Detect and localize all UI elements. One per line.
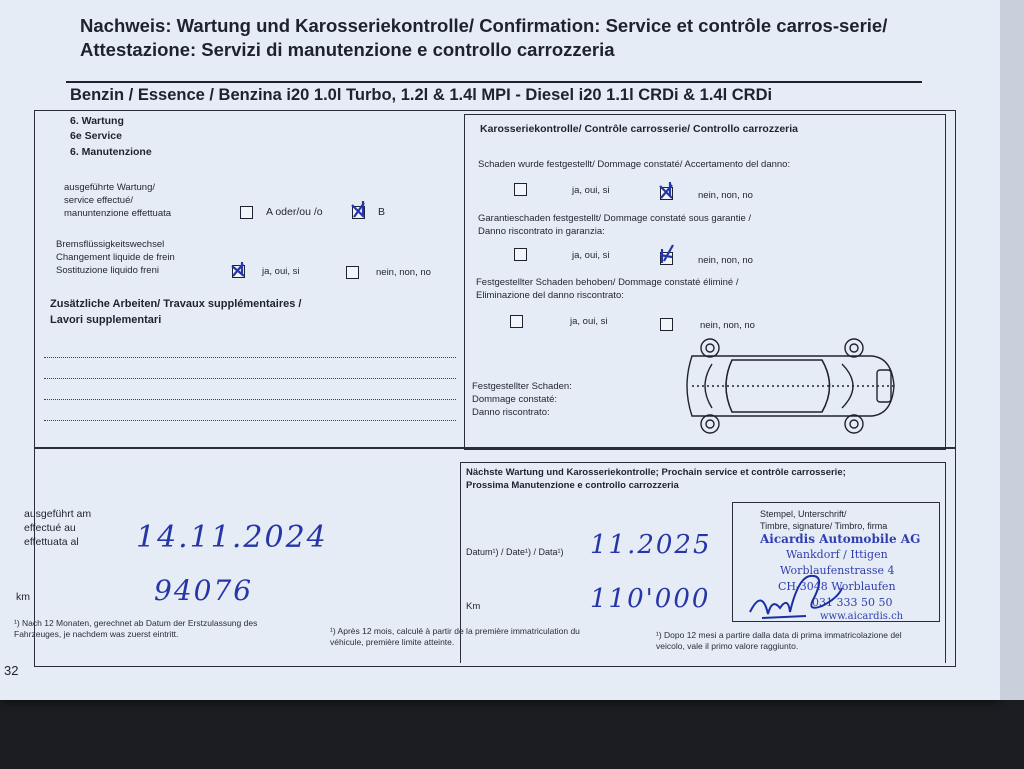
q3-no-label: nein, non, no bbox=[700, 320, 755, 331]
additional-work-line[interactable] bbox=[44, 357, 456, 358]
service-b-label: B bbox=[378, 206, 386, 218]
dealer-stamp-line: CH-3048 Worblaufen bbox=[778, 580, 896, 593]
next-service-heading: Prossima Manutenzione e controllo carrozzeria bbox=[466, 480, 679, 491]
service-heading-de: 6. Wartung bbox=[70, 115, 124, 127]
check-mark-icon bbox=[658, 180, 676, 202]
service-b-checkbox[interactable] bbox=[352, 206, 365, 219]
additional-work-line[interactable] bbox=[44, 420, 456, 421]
q2-yes-checkbox[interactable] bbox=[514, 248, 527, 261]
body-check-q3: Festgestellter Schaden behoben/ Dommage constaté éliminé / bbox=[476, 277, 739, 288]
brake-no-label: nein, non, no bbox=[376, 267, 431, 278]
brake-fluid-label: Changement liquide de frein bbox=[56, 252, 175, 263]
q3-yes-checkbox[interactable] bbox=[510, 315, 523, 328]
dealer-stamp-line: 031 333 50 50 bbox=[812, 596, 893, 609]
next-km-value[interactable]: 110'000 bbox=[590, 584, 711, 614]
section-divider bbox=[34, 447, 956, 449]
brake-yes-checkbox[interactable] bbox=[232, 265, 245, 278]
dealer-stamp-line: Worblaufenstrasse 4 bbox=[780, 564, 895, 577]
check-mark-icon bbox=[230, 258, 248, 280]
body-check-q2: Danno riscontrato in garanzia: bbox=[478, 226, 605, 237]
service-heading-fr: 6e Service bbox=[70, 130, 122, 142]
next-service-heading: Nächste Wartung und Karosseriekontrolle; Prochain service et contrôle carrosserie; bbox=[466, 467, 846, 478]
stamp-label: Stempel, Unterschrift/ bbox=[760, 509, 847, 519]
brake-fluid-label: Sostituzione liquido freni bbox=[56, 265, 159, 276]
next-date-label: Datum¹) / Date¹) / Data¹) bbox=[466, 547, 564, 557]
page-title: Nachweis: Wartung und Karosseriekontrolle/ Confirmation: Service et contrôle carros-serie/ Attestazione: Servizi di manutenzione e controllo carrozzeria bbox=[80, 15, 888, 60]
additional-work-line[interactable] bbox=[44, 378, 456, 379]
damage-label: Dommage constaté: bbox=[472, 394, 558, 405]
footnote-de: ¹) Nach 12 Monaten, gerechnet ab Datum der Erstzulassung des Fahrzeuges, je nachdem was zuerst eintritt. bbox=[14, 618, 258, 639]
q1-yes-label: ja, oui, si bbox=[572, 185, 610, 196]
performed-on-label: effettuata al bbox=[24, 536, 79, 548]
additional-work-heading: Zusätzliche Arbeiten/ Travaux supplémentaires / bbox=[50, 298, 302, 310]
q3-yes-label: ja, oui, si bbox=[570, 316, 608, 327]
engine-subtitle: Benzin / Essence / Benzina i20 1.0l Turbo, 1.2l & 1.4l MPI - Diesel i20 1.1l CRDi & 1.4l CRDi bbox=[70, 86, 773, 104]
q2-no-label: nein, non, no bbox=[698, 255, 753, 266]
car-top-view-diagram bbox=[672, 334, 902, 438]
q1-no-label: nein, non, no bbox=[698, 190, 753, 201]
title-divider bbox=[66, 81, 922, 83]
q1-yes-checkbox[interactable] bbox=[514, 183, 527, 196]
next-page-edge bbox=[1000, 0, 1024, 700]
brake-fluid-label: Bremsflüssigkeitswechsel bbox=[56, 239, 165, 250]
page-number: 32 bbox=[4, 663, 19, 678]
q2-yes-label: ja, oui, si bbox=[572, 250, 610, 261]
check-mark-icon bbox=[658, 245, 676, 267]
service-heading-it: 6. Manutenzione bbox=[70, 146, 152, 158]
check-mark-icon bbox=[350, 199, 368, 221]
q3-no-checkbox[interactable] bbox=[660, 318, 673, 331]
service-a-label: A oder/ou /o bbox=[266, 206, 323, 218]
stamp-label: Timbre, signature/ Timbro, firma bbox=[760, 521, 888, 531]
service-km-value[interactable]: 94076 bbox=[154, 574, 254, 607]
performed-label: manuntenzione effettuata bbox=[64, 208, 172, 219]
dealer-stamp-name: Aicardis Automobile AG bbox=[760, 532, 921, 546]
body-check-q3: Eliminazione del danno riscontrato: bbox=[476, 290, 624, 301]
dealer-stamp-line: www.aicardis.ch bbox=[820, 611, 904, 622]
service-a-checkbox[interactable] bbox=[240, 206, 253, 219]
performed-on-label: ausgeführt am bbox=[24, 508, 92, 520]
damage-label: Danno riscontrato: bbox=[472, 407, 550, 418]
performed-on-label: effectué au bbox=[24, 522, 76, 534]
dealer-stamp-line: Wankdorf / Ittigen bbox=[786, 548, 888, 561]
next-km-label: Km bbox=[466, 601, 481, 612]
footnote-it: ¹) Dopo 12 mesi a partire dalla data di prima immatricolazione del veicolo, vale il primo valore raggiunto. bbox=[656, 630, 902, 651]
q2-no-checkbox[interactable] bbox=[660, 252, 673, 265]
service-date-value[interactable]: 14.11.2024 bbox=[136, 520, 328, 555]
damage-label: Festgestellter Schaden: bbox=[472, 381, 572, 392]
brake-yes-label: ja, oui, si bbox=[262, 266, 300, 277]
brake-no-checkbox[interactable] bbox=[346, 266, 359, 279]
next-date-value[interactable]: 11.2025 bbox=[590, 530, 712, 560]
performed-label: service effectué/ bbox=[64, 195, 134, 206]
body-check-heading: Karosseriekontrolle/ Contrôle carrosserie/ Controllo carrozzeria bbox=[480, 123, 799, 135]
additional-work-heading: Lavori supplementari bbox=[50, 314, 162, 326]
handwritten-signature bbox=[742, 568, 872, 626]
km-label: km bbox=[16, 591, 30, 603]
performed-label: ausgeführte Wartung/ bbox=[64, 182, 156, 193]
footnote-fr: ¹) Après 12 mois, calculé à partir de la première immatriculation du véhicule, première limite atteinte. bbox=[330, 626, 580, 647]
body-check-q2: Garantieschaden festgestellt/ Dommage constaté sous garantie / bbox=[478, 213, 752, 224]
body-check-q1: Schaden wurde festgestellt/ Dommage constaté/ Accertamento del danno: bbox=[478, 159, 791, 170]
q1-no-checkbox[interactable] bbox=[660, 187, 673, 200]
additional-work-line[interactable] bbox=[44, 399, 456, 400]
